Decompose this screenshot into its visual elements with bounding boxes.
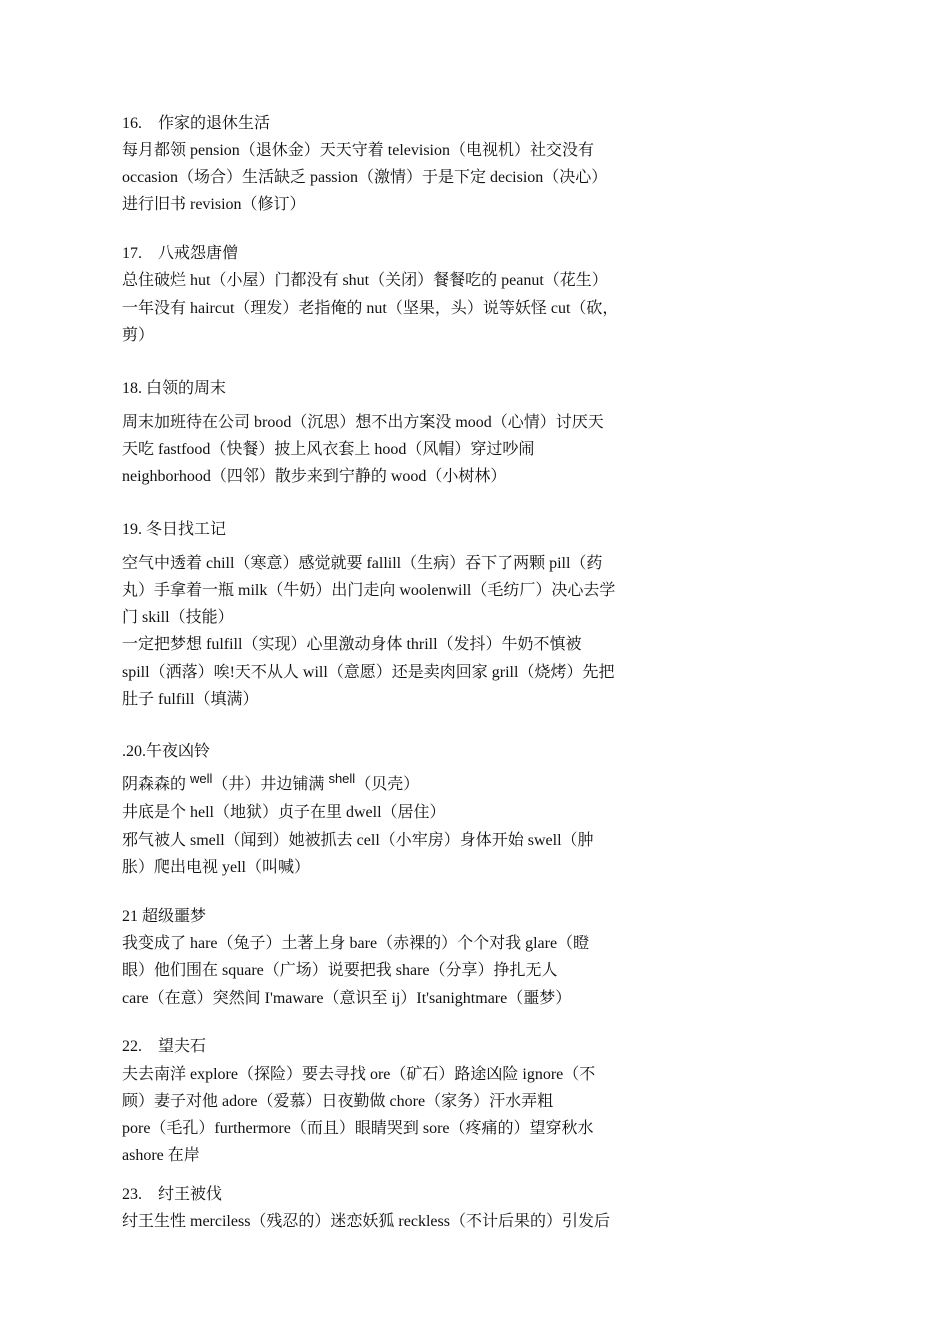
section-heading: .20.午夜凶铃 [122,743,211,760]
text-line: 丸）手拿着一瓶 milk（牛奶）出门走向 woolenwill（毛纺厂）决心去学 [122,582,616,599]
text-line: 周末加班待在公司 brood（沉思）想不出方案没 mood（心情）讨厌天 [122,414,604,431]
text-line: 纣王生性 merciless（残忍的）迷恋妖狐 reckless（不计后果的）引发后 [122,1213,610,1230]
text-line: 一年没有 haircut（理发）老指俺的 nut（坚果，头）说等妖怪 cut（砍， [122,300,619,317]
text-line: neighborhood（四邻）散步来到宁静的 wood（小树林） [122,468,507,485]
text-line: 天吃 fastfood（快餐）披上风衣套上 hood（风帽）穿过吵闹 [122,441,535,458]
section-heading: 21 超级噩梦 [122,908,207,925]
text-line: 邪气被人 smell（闻到）她被抓去 cell（小牢房）身体开始 swell（肿 [122,832,594,849]
text-line: care（在意）突然间 I'maware（意识至 ij）It'sanightmare（噩梦） [122,990,572,1007]
text-line: spill（洒落）唉!天不从人 will（意愿）还是卖肉回家 grill（烧烤）先把 [122,664,615,681]
superscript-word: well [190,771,213,786]
section-heading: 22. 望夫石 [122,1038,207,1055]
text-line: occasion（场合）生活缺乏 passion（激情）于是下定 decision（决心） [122,169,608,186]
text-line: ashore 在岸 [122,1147,200,1164]
text-line: 进行旧书 revision（修订） [122,196,306,213]
section-heading: 23. 纣王被伐 [122,1186,223,1203]
section-heading: 17. 八戒怨唐僧 [122,245,239,262]
text-fragment: （井）井边铺满 [212,776,329,793]
text-line: 剪） [122,327,155,344]
text-line: 空气中透着 chill（寒意）感觉就要 fallill（生病）吞下了两颗 pill（药 [122,555,603,572]
text-fragment: 阴森森的 [122,776,191,793]
text-line [122,771,420,795]
text-line: 总住破烂 hut（小屋）门都没有 shut（关闭）餐餐吃的 peanut（花生） [122,272,608,289]
text-line: 夫去南洋 explore（探险）要去寻找 ore（矿石）路途凶险 ignore（不 [122,1066,596,1083]
section-heading: 18. 白领的周末 [122,380,227,397]
text-line: 一定把梦想 fulfill（实现）心里激动身体 thrill（发抖）牛奶不慎被 [122,636,582,653]
text-line: 顾）妻子对他 adore（爱慕）日夜勤做 chore（家务）汗水弄粗 [122,1093,554,1110]
text-line: 我变成了 hare（兔子）土著上身 bare（赤裸的）个个对我 glare（瞪 [122,935,590,952]
text-line: 每月都领 pension（退休金）天天守着 television（电视机）社交没有 [122,142,594,159]
text-line: 眼）他们围在 square（广场）说要把我 share（分享）挣扎无人 [122,962,558,979]
section-heading: 16. 作家的退休生活 [122,115,271,132]
section-heading: 19. 冬日找工记 [122,521,227,538]
text-line: 井底是个 hell（地狱）贞子在里 dwell（居住） [122,804,446,821]
superscript-word: shell [328,771,356,786]
text-line: 门 skill（技能） [122,609,234,626]
text-line: 胀）爬出电视 yell（叫喊） [122,859,310,876]
text-fragment: （贝壳） [355,776,420,793]
text-line: 肚子 fulfill（填满） [122,691,259,708]
text-line: pore（毛孔）furthermore（而且）眼睛哭到 sore（疼痛的）望穿秋水 [122,1120,594,1137]
